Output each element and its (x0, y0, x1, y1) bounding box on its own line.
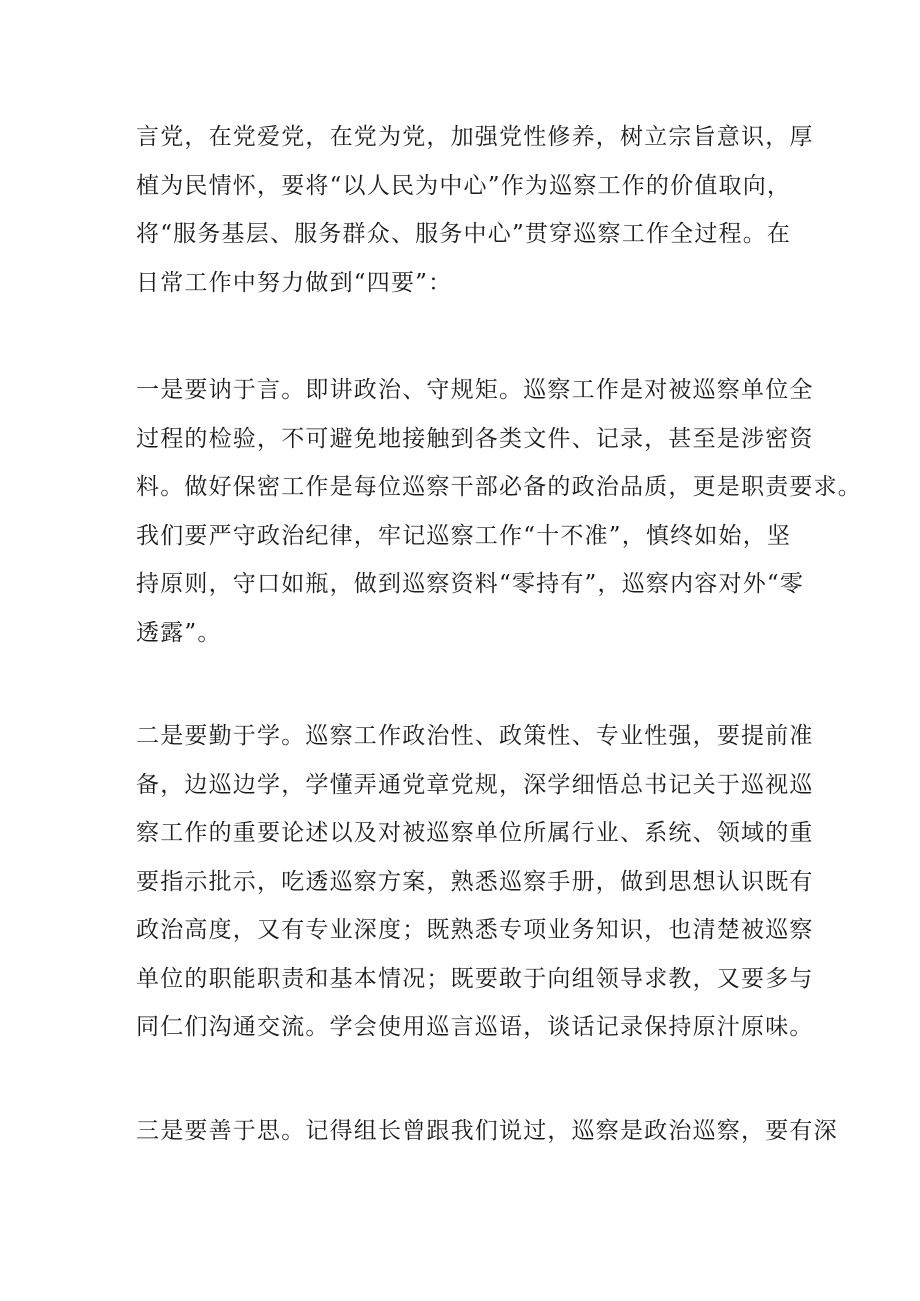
text-line: 言党，在党爱党，在党为党，加强党性修养，树立宗旨意识，厚 (136, 124, 814, 150)
text-line: 同仁们沟通交流。学会使用巡言巡语，谈话记录保持原汁原味。 (136, 1014, 814, 1040)
text-line: 察工作的重要论述以及对被巡察单位所属行业、系统、领域的重 (136, 820, 814, 846)
paragraph-intro (136, 113, 814, 307)
text-line: 一是要讷于言。即讲政治、守规矩。巡察工作是对被巡察单位全 (136, 377, 814, 403)
text-line: 我们要严守政治纪律，牢记巡察工作“十不准”，慎终如始，坚 (136, 522, 792, 549)
text-line: 要指示批示，吃透巡察方案，熟悉巡察手册，做到思想认识既有 (136, 868, 814, 895)
text-line: 透露”。 (136, 619, 222, 646)
text-line: 三是要善于思。记得组长曾跟我们说过，巡察是政治巡察，要有深 (136, 1118, 838, 1144)
text-line: 日常工作中努力做到“四要”： (136, 269, 453, 296)
paragraph-point-one (136, 366, 862, 657)
text-line: 料。做好保密工作是每位巡察干部必备的政治品质，更是职责要求。 (136, 474, 862, 500)
text-line: 过程的检验，不可避免地接触到各类文件、记录，甚至是涉密资 (136, 425, 814, 452)
paragraph-point-two (136, 712, 814, 1052)
paragraph-point-three (136, 1107, 838, 1156)
text-line: 二是要勤于学。巡察工作政治性、政策性、专业性强，要提前准 (136, 723, 814, 749)
text-line: 单位的职能职责和基本情况；既要敢于向组领导求教，又要多与 (136, 965, 814, 992)
text-line: 植为民情怀，要将“以人民为中心”作为巡察工作的价值取向， (136, 172, 792, 199)
text-line: 政治高度，又有专业深度；既熟悉专项业务知识，也清楚被巡察 (136, 917, 814, 943)
text-line: 备，边巡边学，学懂弄通党章党规，深学细悟总书记关于巡视巡 (136, 771, 814, 798)
text-line: 持原则，守口如瓶，做到巡察资料“零持有”，巡察内容对外“零 (136, 571, 805, 597)
text-line: 将“服务基层、服务群众、服务中心”贯穿巡察工作全过程。在 (136, 221, 792, 247)
